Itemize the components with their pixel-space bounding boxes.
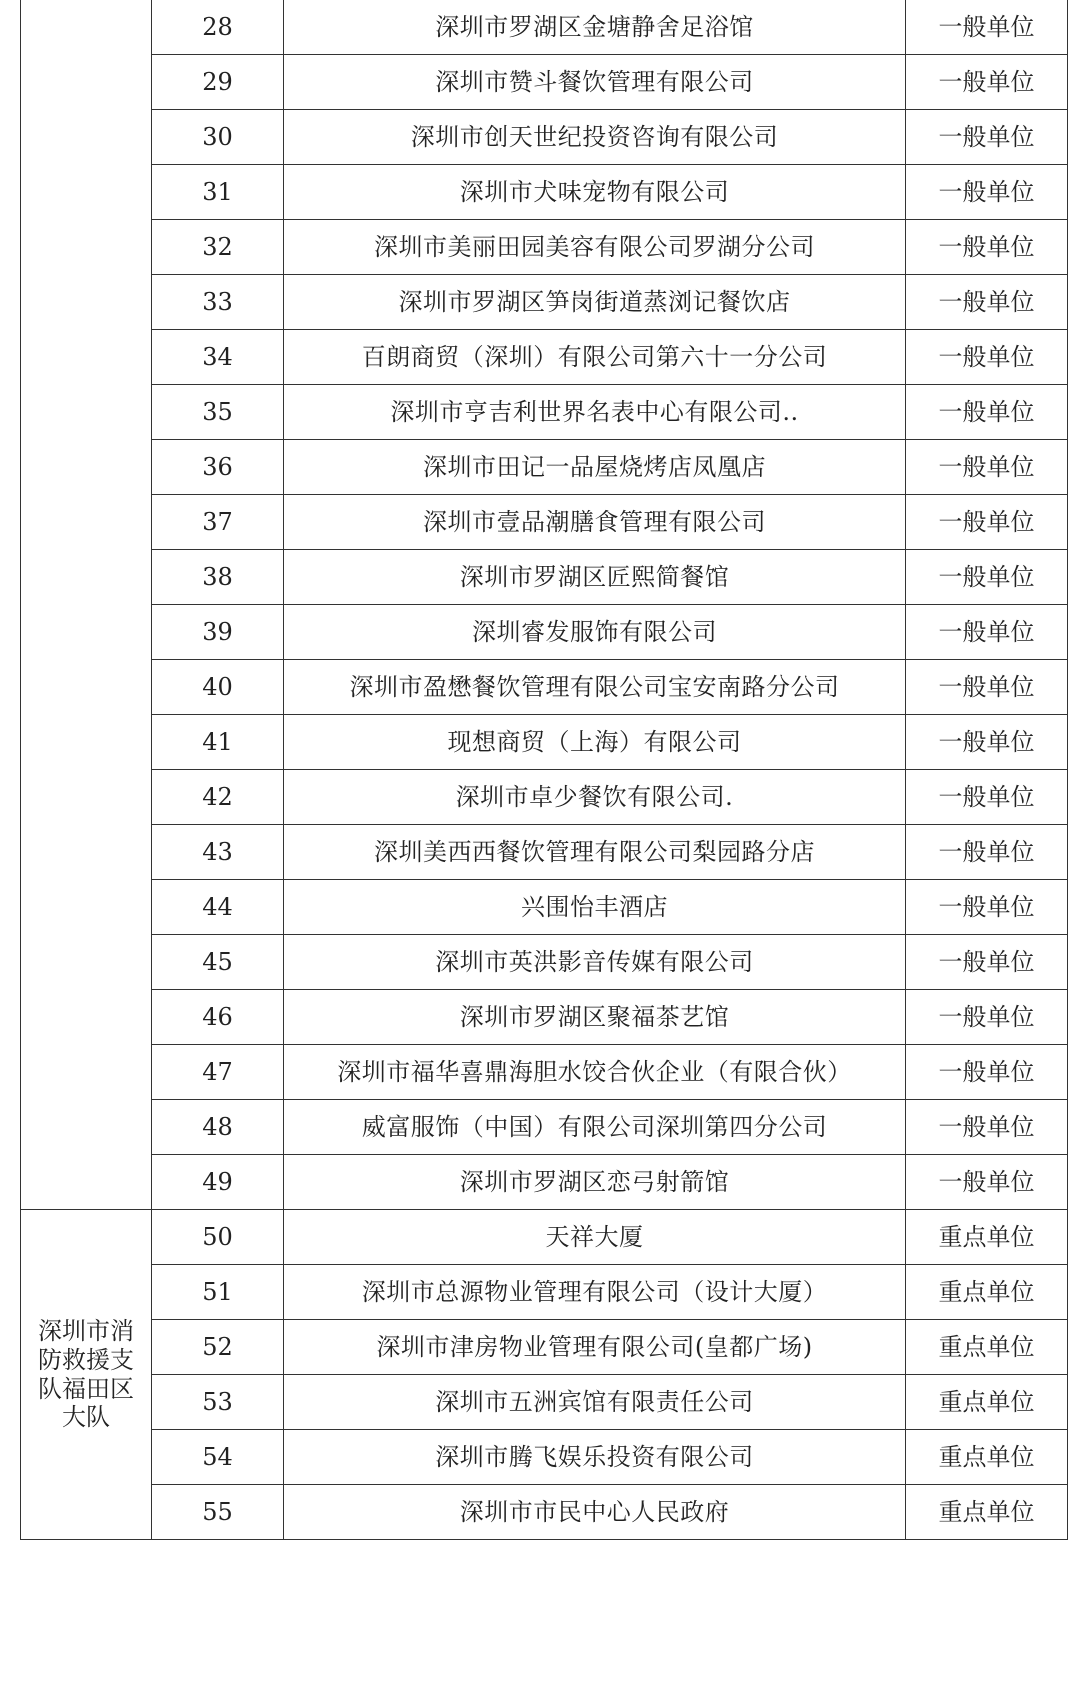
row-number-cell: 45	[152, 935, 284, 990]
department-cell	[21, 0, 152, 1210]
row-number-cell: 29	[152, 55, 284, 110]
department-label: 深圳市消防救援支队福田区大队	[38, 1316, 134, 1432]
unit-name-cell: 深圳市五洲宾馆有限责任公司	[284, 1375, 906, 1430]
unit-name-cell: 威富服饰（中国）有限公司深圳第四分公司	[284, 1100, 906, 1155]
row-number-cell: 39	[152, 605, 284, 660]
unit-type-cell: 一般单位	[906, 605, 1068, 660]
row-number-cell: 52	[152, 1320, 284, 1375]
unit-name-cell: 深圳市罗湖区恋弓射箭馆	[284, 1155, 906, 1210]
unit-name-cell: 深圳市福华喜鼎海胆水饺合伙企业（有限合伙）	[284, 1045, 906, 1100]
unit-type-cell: 一般单位	[906, 55, 1068, 110]
unit-type-cell: 一般单位	[906, 220, 1068, 275]
row-number-cell: 41	[152, 715, 284, 770]
unit-name-cell: 深圳市盈懋餐饮管理有限公司宝安南路分公司	[284, 660, 906, 715]
row-number-cell: 49	[152, 1155, 284, 1210]
row-number-cell: 54	[152, 1430, 284, 1485]
table-row	[21, 1210, 1068, 1265]
row-number-cell: 37	[152, 495, 284, 550]
unit-type-cell: 重点单位	[906, 1320, 1068, 1375]
unit-name-cell: 深圳市卓少餐饮有限公司.	[284, 770, 906, 825]
table-row	[21, 0, 1068, 55]
table-row	[21, 1430, 1068, 1485]
table-row	[21, 550, 1068, 605]
table-row	[21, 385, 1068, 440]
unit-type-cell: 一般单位	[906, 715, 1068, 770]
table-row	[21, 330, 1068, 385]
unit-type-cell: 一般单位	[906, 495, 1068, 550]
unit-name-cell: 现想商贸（上海）有限公司	[284, 715, 906, 770]
unit-name-cell: 深圳市田记一品屋烧烤店凤凰店	[284, 440, 906, 495]
table-row	[21, 165, 1068, 220]
table-row	[21, 275, 1068, 330]
table-row	[21, 1265, 1068, 1320]
row-number-cell: 51	[152, 1265, 284, 1320]
row-number-cell: 55	[152, 1485, 284, 1540]
unit-name-cell: 深圳市英洪影音传媒有限公司	[284, 935, 906, 990]
unit-type-cell: 一般单位	[906, 275, 1068, 330]
table-row	[21, 770, 1068, 825]
unit-type-cell: 一般单位	[906, 330, 1068, 385]
unit-name-cell: 深圳市罗湖区聚福茶艺馆	[284, 990, 906, 1045]
unit-name-cell: 百朗商贸（深圳）有限公司第六十一分公司	[284, 330, 906, 385]
unit-type-cell: 一般单位	[906, 550, 1068, 605]
unit-type-cell: 一般单位	[906, 825, 1068, 880]
unit-type-cell: 一般单位	[906, 935, 1068, 990]
unit-name-cell: 深圳市美丽田园美容有限公司罗湖分公司	[284, 220, 906, 275]
row-number-cell: 31	[152, 165, 284, 220]
unit-type-cell: 一般单位	[906, 770, 1068, 825]
row-number-cell: 42	[152, 770, 284, 825]
row-number-cell: 34	[152, 330, 284, 385]
table-row	[21, 1375, 1068, 1430]
unit-type-cell: 一般单位	[906, 440, 1068, 495]
unit-type-cell: 一般单位	[906, 385, 1068, 440]
row-number-cell: 38	[152, 550, 284, 605]
unit-name-cell: 深圳美西西餐饮管理有限公司梨园路分店	[284, 825, 906, 880]
table-body	[21, 0, 1068, 1540]
unit-type-cell: 一般单位	[906, 1155, 1068, 1210]
table-row	[21, 990, 1068, 1045]
unit-name-cell: 深圳市总源物业管理有限公司（设计大厦）	[284, 1265, 906, 1320]
unit-type-cell: 重点单位	[906, 1265, 1068, 1320]
table-row	[21, 495, 1068, 550]
table-row	[21, 1485, 1068, 1540]
table-row	[21, 1045, 1068, 1100]
unit-type-cell: 重点单位	[906, 1375, 1068, 1430]
unit-name-cell: 深圳市罗湖区匠熙简餐馆	[284, 550, 906, 605]
unit-type-cell: 重点单位	[906, 1485, 1068, 1540]
row-number-cell: 46	[152, 990, 284, 1045]
row-number-cell: 53	[152, 1375, 284, 1430]
unit-type-cell: 一般单位	[906, 0, 1068, 55]
unit-name-cell: 天祥大厦	[284, 1210, 906, 1265]
row-number-cell: 33	[152, 275, 284, 330]
unit-name-cell: 深圳睿发服饰有限公司	[284, 605, 906, 660]
table-row	[21, 1320, 1068, 1375]
unit-table	[20, 0, 1068, 1540]
unit-type-cell: 重点单位	[906, 1430, 1068, 1485]
unit-type-cell: 一般单位	[906, 880, 1068, 935]
unit-name-cell: 深圳市壹品潮膳食管理有限公司	[284, 495, 906, 550]
table-row	[21, 110, 1068, 165]
unit-name-cell: 深圳市赞斗餐饮管理有限公司	[284, 55, 906, 110]
unit-name-cell: 深圳市犬味宠物有限公司	[284, 165, 906, 220]
row-number-cell: 40	[152, 660, 284, 715]
unit-name-cell: 深圳市创天世纪投资咨询有限公司	[284, 110, 906, 165]
unit-name-cell: 深圳市津房物业管理有限公司(皇都广场)	[284, 1320, 906, 1375]
department-cell	[21, 1210, 152, 1540]
unit-type-cell: 一般单位	[906, 1100, 1068, 1155]
table-row	[21, 220, 1068, 275]
unit-type-cell: 一般单位	[906, 110, 1068, 165]
row-number-cell: 43	[152, 825, 284, 880]
table-row	[21, 825, 1068, 880]
table-row	[21, 605, 1068, 660]
table-row	[21, 880, 1068, 935]
unit-type-cell: 一般单位	[906, 660, 1068, 715]
unit-type-cell: 一般单位	[906, 1045, 1068, 1100]
unit-name-cell: 深圳市罗湖区笋岗街道蒸浏记餐饮店	[284, 275, 906, 330]
row-number-cell: 44	[152, 880, 284, 935]
table-row	[21, 1155, 1068, 1210]
table-row	[21, 1100, 1068, 1155]
unit-type-cell: 一般单位	[906, 165, 1068, 220]
unit-name-cell: 深圳市罗湖区金塘静舍足浴馆	[284, 0, 906, 55]
unit-type-cell: 重点单位	[906, 1210, 1068, 1265]
row-number-cell: 47	[152, 1045, 284, 1100]
unit-name-cell: 深圳市市民中心人民政府	[284, 1485, 906, 1540]
table-row	[21, 935, 1068, 990]
row-number-cell: 32	[152, 220, 284, 275]
table-row	[21, 440, 1068, 495]
unit-type-cell: 一般单位	[906, 990, 1068, 1045]
row-number-cell: 28	[152, 0, 284, 55]
table-row	[21, 55, 1068, 110]
unit-name-cell: 深圳市亨吉利世界名表中心有限公司..	[284, 385, 906, 440]
table-row	[21, 715, 1068, 770]
row-number-cell: 50	[152, 1210, 284, 1265]
row-number-cell: 35	[152, 385, 284, 440]
unit-name-cell: 深圳市腾飞娱乐投资有限公司	[284, 1430, 906, 1485]
row-number-cell: 48	[152, 1100, 284, 1155]
table-row	[21, 660, 1068, 715]
unit-name-cell: 兴围怡丰酒店	[284, 880, 906, 935]
row-number-cell: 30	[152, 110, 284, 165]
row-number-cell: 36	[152, 440, 284, 495]
